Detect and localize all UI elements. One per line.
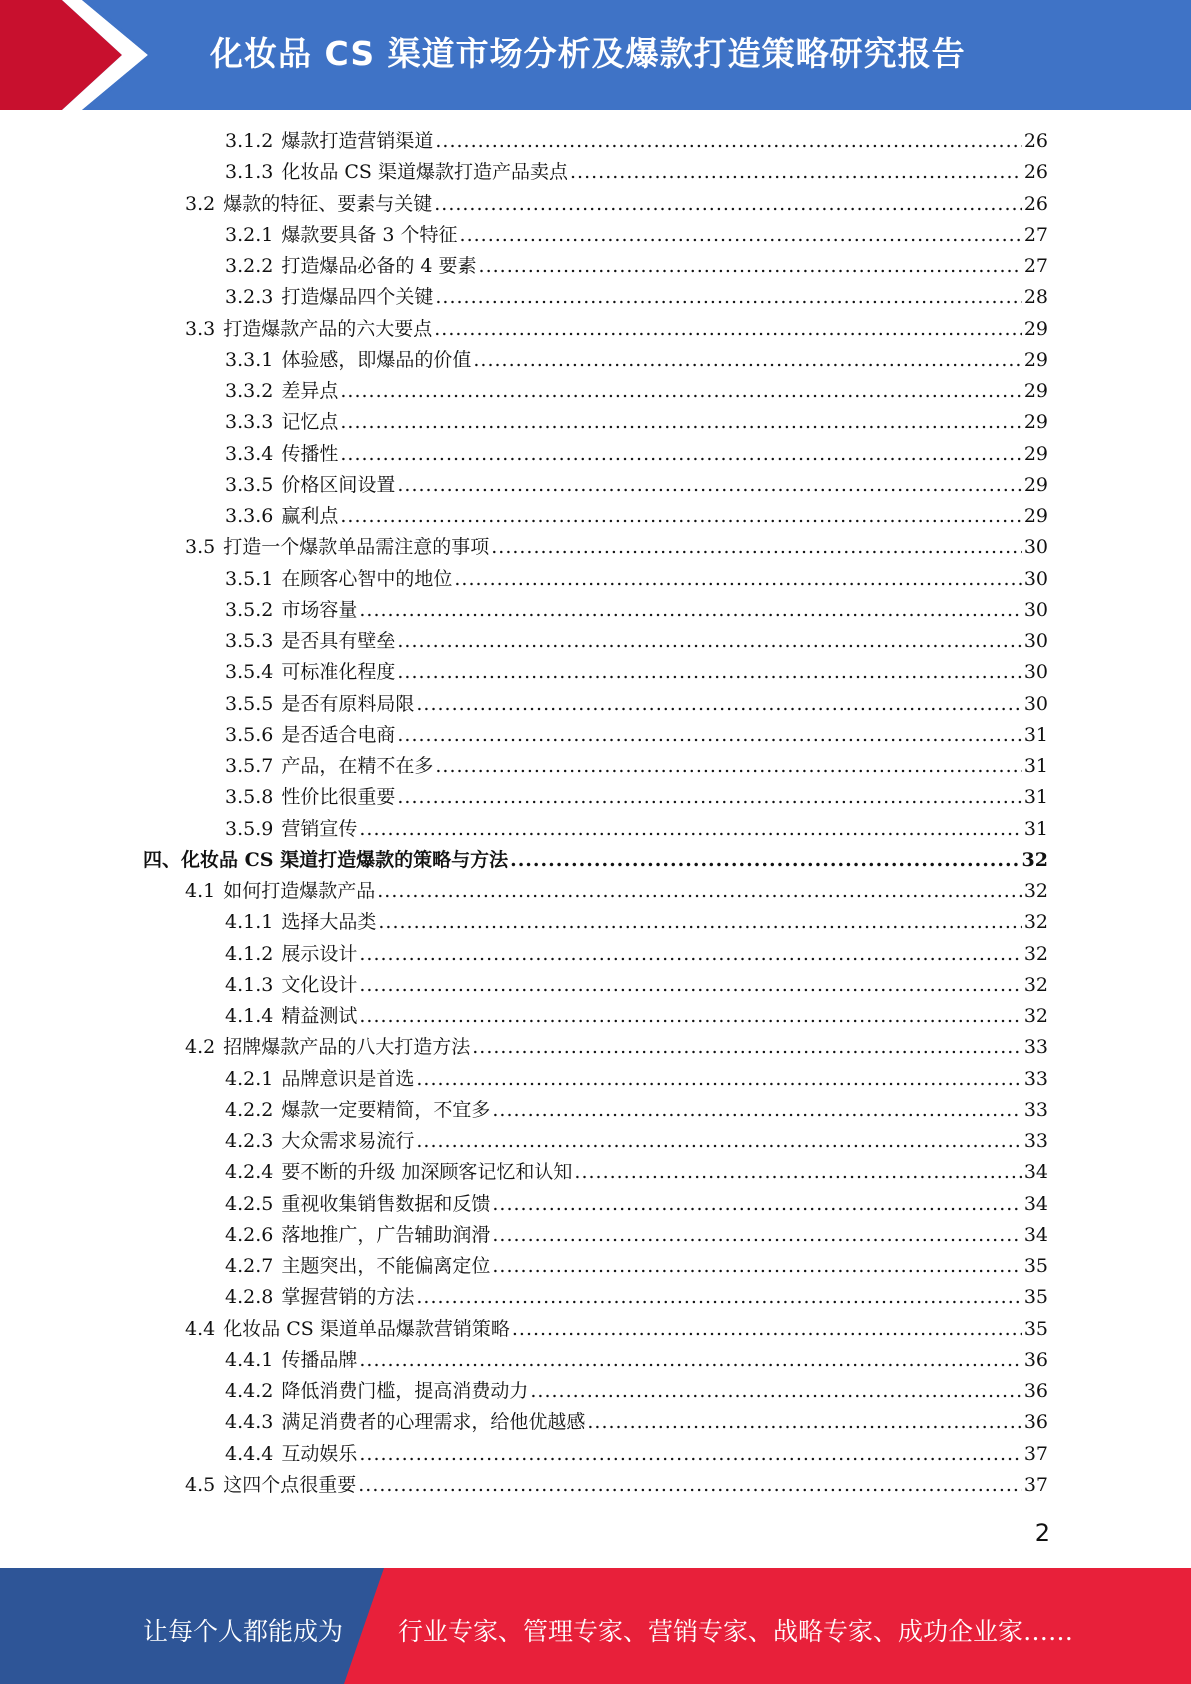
toc-leader-dots <box>416 1064 1021 1095</box>
toc-entry-title: 爆款一定要精简，不宜多 <box>281 1099 491 1121</box>
toc-entry[interactable] <box>225 907 1048 938</box>
toc-entry[interactable] <box>225 1095 1048 1126</box>
toc-leader-dots <box>359 1439 1021 1470</box>
toc-entry[interactable] <box>185 1032 1048 1063</box>
toc-entry[interactable] <box>185 314 1048 345</box>
toc-entry-title: 满足消费者的心理需求，给他优越感 <box>281 1411 586 1433</box>
toc-entry-title: 四、化妆品 CS 渠道打造爆款的策略与方法 <box>143 849 509 871</box>
toc-entry-number: 4.4.3 <box>225 1411 274 1433</box>
toc-entry-title: 打造爆品必备的 4 要素 <box>281 255 477 277</box>
toc-entry-title: 赢利点 <box>281 505 339 527</box>
document-title: 化妆品 CS 渠道市场分析及爆款打造策略研究报告 <box>210 34 966 73</box>
toc-entry[interactable] <box>225 470 1048 501</box>
toc-entry-page: 29 <box>1023 380 1048 402</box>
toc-entry-number: 3.2 <box>185 193 216 215</box>
toc-leader-dots <box>397 720 1021 751</box>
toc-leader-dots <box>359 970 1021 1001</box>
toc-entry-title: 品牌意识是首选 <box>281 1068 415 1090</box>
toc-entry-number: 4.2.7 <box>225 1255 274 1277</box>
toc-entry[interactable] <box>225 439 1048 470</box>
toc-entry-title: 打造爆品四个关键 <box>281 286 434 308</box>
toc-leader-dots <box>479 251 1022 282</box>
toc-entry-title: 化妆品 CS 渠道爆款打造产品卖点 <box>281 161 568 183</box>
toc-leader-dots <box>377 876 1022 907</box>
toc-entry-title: 产品，在精不在多 <box>281 755 434 777</box>
toc-entry[interactable] <box>185 189 1048 220</box>
toc-entry-number: 3.5.5 <box>225 693 274 715</box>
toc-entry-page: 29 <box>1023 474 1048 496</box>
toc-entry-page: 26 <box>1023 161 1048 183</box>
toc-leader-dots <box>359 1345 1021 1376</box>
toc-entry-page: 35 <box>1023 1286 1048 1308</box>
toc-entry-title: 要不断的升级 加深顾客记忆和认知 <box>281 1161 573 1183</box>
toc-leader-dots <box>473 345 1021 376</box>
toc-leader-dots <box>460 220 1022 251</box>
toc-entry-page: 29 <box>1023 443 1048 465</box>
toc-entry-number: 4.2.4 <box>225 1161 274 1183</box>
toc-entry-page: 37 <box>1023 1443 1048 1465</box>
toc-entry-title: 爆款的特征、要素与关键 <box>223 193 433 215</box>
toc-leader-dots <box>359 814 1021 845</box>
toc-leader-dots <box>435 282 1021 313</box>
toc-entry[interactable] <box>225 1126 1048 1157</box>
toc-entry-page: 34 <box>1023 1224 1048 1246</box>
toc-entry-page: 36 <box>1023 1380 1048 1402</box>
toc-leader-dots <box>434 189 1022 220</box>
toc-entry[interactable] <box>225 689 1048 720</box>
toc-entry[interactable] <box>225 970 1048 1001</box>
toc-entry[interactable] <box>225 814 1048 845</box>
red-arrow-icon <box>0 0 150 110</box>
toc-entry-page: 37 <box>1023 1474 1048 1496</box>
toc-leader-dots <box>416 1282 1021 1313</box>
toc-entry[interactable] <box>225 1189 1048 1220</box>
toc-leader-dots <box>358 1470 1022 1501</box>
toc-leader-dots <box>378 907 1021 938</box>
toc-entry-number: 3.3.4 <box>225 443 274 465</box>
toc-entry-page: 29 <box>1023 349 1048 371</box>
toc-entry-page: 31 <box>1023 818 1048 840</box>
toc-leader-dots <box>574 1157 1021 1188</box>
toc-entry-number: 4.2.1 <box>225 1068 274 1090</box>
toc-entry-number: 3.3.3 <box>225 411 274 433</box>
toc-leader-dots <box>491 532 1022 563</box>
toc-entry-number: 4.1.1 <box>225 911 274 933</box>
toc-entry-page: 27 <box>1023 255 1048 277</box>
toc-entry-page: 29 <box>1023 411 1048 433</box>
toc-entry[interactable] <box>225 564 1048 595</box>
toc-entry-page: 32 <box>1023 880 1048 902</box>
toc-entry[interactable] <box>225 1220 1048 1251</box>
toc-leader-dots <box>416 689 1021 720</box>
toc-entry-title: 落地推广，广告辅助润滑 <box>281 1224 491 1246</box>
toc-entry-title: 在顾客心智中的地位 <box>281 568 453 590</box>
footer-slogan-left: 让每个人都能成为 <box>143 1617 344 1646</box>
toc-entry-page: 33 <box>1023 1036 1048 1058</box>
page-header <box>0 0 1191 110</box>
toc-entry[interactable] <box>185 876 1048 907</box>
toc-entry-number: 3.2.1 <box>225 224 274 246</box>
toc-entry-title: 性价比很重要 <box>281 786 396 808</box>
toc-entry-number: 3.5.4 <box>225 661 274 683</box>
toc-entry[interactable] <box>143 845 1048 876</box>
toc-entry-number: 4.1.4 <box>225 1005 274 1027</box>
toc-entry-page: 30 <box>1023 599 1048 621</box>
toc-entry-title: 营销宣传 <box>281 818 358 840</box>
toc-entry-page: 36 <box>1023 1349 1048 1371</box>
toc-entry-title: 主题突出，不能偏离定位 <box>281 1255 491 1277</box>
toc-entry[interactable] <box>225 1345 1048 1376</box>
toc-leader-dots <box>435 126 1021 157</box>
toc-entry[interactable] <box>225 1282 1048 1313</box>
toc-entry-title: 差异点 <box>281 380 339 402</box>
toc-entry-page: 29 <box>1023 318 1048 340</box>
toc-entry-page: 33 <box>1023 1130 1048 1152</box>
toc-leader-dots <box>340 407 1021 438</box>
toc-entry[interactable] <box>225 407 1048 438</box>
toc-entry-number: 3.5.9 <box>225 818 274 840</box>
toc-entry-number: 4.1 <box>185 880 216 902</box>
toc-entry[interactable] <box>225 720 1048 751</box>
toc-leader-dots <box>510 845 1019 876</box>
toc-entry-number: 3.3.5 <box>225 474 274 496</box>
toc-entry-number: 4.4.1 <box>225 1349 274 1371</box>
toc-entry-page: 30 <box>1023 630 1048 652</box>
toc-entry-page: 30 <box>1023 568 1048 590</box>
toc-entry-number: 3.5.2 <box>225 599 274 621</box>
toc-entry[interactable] <box>185 532 1048 563</box>
toc-entry-title: 价格区间设置 <box>281 474 396 496</box>
toc-entry-title: 打造一个爆款单品需注意的事项 <box>223 536 490 558</box>
toc-entry-title: 重视收集销售数据和反馈 <box>281 1193 491 1215</box>
toc-entry-title: 体验感，即爆品的价值 <box>281 349 472 371</box>
toc-leader-dots <box>454 564 1021 595</box>
toc-entry[interactable] <box>225 376 1048 407</box>
toc-entry-title: 精益测试 <box>281 1005 358 1027</box>
toc-leader-dots <box>359 1001 1021 1032</box>
toc-entry[interactable] <box>225 626 1048 657</box>
toc-entry[interactable] <box>225 501 1048 532</box>
toc-entry-number: 3.2.3 <box>225 286 274 308</box>
toc-entry-title: 这四个点很重要 <box>223 1474 357 1496</box>
toc-leader-dots <box>435 751 1021 782</box>
toc-entry[interactable] <box>225 1376 1048 1407</box>
toc-leader-dots <box>512 1314 1022 1345</box>
toc-entry-title: 互动娱乐 <box>281 1443 358 1465</box>
toc-leader-dots <box>570 157 1022 188</box>
toc-entry-number: 4.2.3 <box>225 1130 274 1152</box>
toc-entry-number: 3.5 <box>185 536 216 558</box>
toc-entry-number: 4.2.5 <box>225 1193 274 1215</box>
toc-entry-title: 化妆品 CS 渠道单品爆款营销策略 <box>223 1318 510 1340</box>
toc-entry-page: 32 <box>1023 911 1048 933</box>
toc-leader-dots <box>397 626 1021 657</box>
toc-entry-page: 31 <box>1023 724 1048 746</box>
toc-entry-page: 32 <box>1021 849 1048 871</box>
toc-leader-dots <box>434 314 1022 345</box>
toc-entry-page: 27 <box>1023 224 1048 246</box>
toc-entry-title: 是否具有壁垒 <box>281 630 396 652</box>
toc-entry-title: 招牌爆款产品的八大打造方法 <box>223 1036 471 1058</box>
toc-entry-title: 爆款要具备 3 个特征 <box>281 224 458 246</box>
toc-entry-title: 大众需求易流行 <box>281 1130 415 1152</box>
toc-entry-page: 32 <box>1023 1005 1048 1027</box>
toc-leader-dots <box>492 1095 1021 1126</box>
toc-leader-dots <box>492 1220 1021 1251</box>
toc-entry[interactable] <box>225 1251 1048 1282</box>
toc-entry-title: 市场容量 <box>281 599 358 621</box>
toc-entry-page: 34 <box>1023 1193 1048 1215</box>
toc-entry-title: 展示设计 <box>281 943 358 965</box>
toc-entry-page: 30 <box>1023 661 1048 683</box>
toc-entry[interactable] <box>225 595 1048 626</box>
toc-entry-page: 32 <box>1023 943 1048 965</box>
toc-entry-number: 4.2.8 <box>225 1286 274 1308</box>
toc-entry-title: 掌握营销的方法 <box>281 1286 415 1308</box>
toc-entry-title: 选择大品类 <box>281 911 377 933</box>
toc-entry-page: 30 <box>1023 693 1048 715</box>
toc-entry-page: 29 <box>1023 505 1048 527</box>
toc-entry-title: 是否适合电商 <box>281 724 396 746</box>
toc-entry-title: 降低消费门槛，提高消费动力 <box>281 1380 529 1402</box>
toc-entry[interactable] <box>225 1001 1048 1032</box>
toc-entry-number: 3.5.6 <box>225 724 274 746</box>
toc-entry-page: 33 <box>1023 1099 1048 1121</box>
toc-leader-dots <box>397 657 1021 688</box>
toc-entry[interactable] <box>225 220 1048 251</box>
toc-leader-dots <box>492 1251 1021 1282</box>
toc-leader-dots <box>530 1376 1021 1407</box>
toc-entry-number: 3.3.1 <box>225 349 274 371</box>
toc-entry-page: 35 <box>1023 1255 1048 1277</box>
toc-entry-title: 如何打造爆款产品 <box>223 880 376 902</box>
toc-entry[interactable] <box>225 1439 1048 1470</box>
toc-entry[interactable] <box>225 782 1048 813</box>
toc-leader-dots <box>587 1407 1021 1438</box>
toc-entry-page: 33 <box>1023 1068 1048 1090</box>
toc-entry-number: 3.5.3 <box>225 630 274 652</box>
toc-leader-dots <box>416 1126 1021 1157</box>
toc-entry-page: 30 <box>1023 536 1048 558</box>
toc-entry-number: 4.2.2 <box>225 1099 274 1121</box>
toc-entry-title: 是否有原料局限 <box>281 693 415 715</box>
toc-entry[interactable] <box>225 157 1048 188</box>
toc-entry-page: 32 <box>1023 974 1048 996</box>
toc-leader-dots <box>472 1032 1022 1063</box>
toc-leader-dots <box>340 376 1021 407</box>
toc-entry-page: 26 <box>1023 193 1048 215</box>
toc-entry-number: 4.4.2 <box>225 1380 274 1402</box>
toc-entry-title: 传播性 <box>281 443 339 465</box>
toc-entry[interactable] <box>225 751 1048 782</box>
toc-entry-number: 4.1.3 <box>225 974 274 996</box>
toc-entry-number: 3.3.2 <box>225 380 274 402</box>
toc-entry[interactable] <box>225 126 1048 157</box>
toc-entry-number: 3.5.8 <box>225 786 274 808</box>
toc-entry-number: 3.1.2 <box>225 130 274 152</box>
page-footer <box>0 1568 1191 1684</box>
toc-entry-number: 3.5.7 <box>225 755 274 777</box>
toc-entry-page: 28 <box>1023 286 1048 308</box>
toc-entry-page: 31 <box>1023 755 1048 777</box>
toc-entry[interactable] <box>225 657 1048 688</box>
toc-entry-page: 31 <box>1023 786 1048 808</box>
toc-entry-title: 爆款打造营销渠道 <box>281 130 434 152</box>
footer-slogan-right: 行业专家、管理专家、营销专家、战略专家、成功企业家…… <box>398 1617 1074 1646</box>
toc-entry-title: 文化设计 <box>281 974 358 996</box>
toc-leader-dots <box>359 939 1021 970</box>
toc-entry[interactable] <box>225 1407 1048 1438</box>
toc-entry-page: 26 <box>1023 130 1048 152</box>
toc-entry-page: 34 <box>1023 1161 1048 1183</box>
toc-entry-title: 传播品牌 <box>281 1349 358 1371</box>
toc-entry[interactable] <box>185 1470 1048 1501</box>
toc-entry-number: 3.5.1 <box>225 568 274 590</box>
toc-leader-dots <box>340 501 1021 532</box>
toc-leader-dots <box>397 470 1021 501</box>
toc-entry[interactable] <box>225 282 1048 313</box>
toc-entry-number: 3.3.6 <box>225 505 274 527</box>
toc-entry[interactable] <box>225 939 1048 970</box>
toc-entry-title: 记忆点 <box>281 411 339 433</box>
toc-entry-number: 3.3 <box>185 318 216 340</box>
toc-leader-dots <box>340 439 1021 470</box>
page-number: 2 <box>1034 1519 1050 1547</box>
toc-entry[interactable] <box>225 251 1048 282</box>
toc-entry-number: 4.1.2 <box>225 943 274 965</box>
toc-entry[interactable] <box>225 1064 1048 1095</box>
toc-entry[interactable] <box>225 1157 1048 1188</box>
toc-entry-page: 36 <box>1023 1411 1048 1433</box>
toc-entry-number: 4.4.4 <box>225 1443 274 1465</box>
toc-entry-number: 4.5 <box>185 1474 216 1496</box>
toc-entry[interactable] <box>185 1314 1048 1345</box>
toc-entry-number: 3.1.3 <box>225 161 274 183</box>
toc-entry-title: 打造爆款产品的六大要点 <box>223 318 433 340</box>
toc-entry-number: 4.4 <box>185 1318 216 1340</box>
toc-entry-number: 4.2 <box>185 1036 216 1058</box>
toc-leader-dots <box>492 1189 1021 1220</box>
toc-entry-number: 3.2.2 <box>225 255 274 277</box>
toc-leader-dots <box>397 782 1021 813</box>
toc-entry[interactable] <box>225 345 1048 376</box>
toc-leader-dots <box>359 595 1021 626</box>
toc-entry-number: 4.2.6 <box>225 1224 274 1246</box>
toc-entry-page: 35 <box>1023 1318 1048 1340</box>
toc-entry-title: 可标准化程度 <box>281 661 396 683</box>
